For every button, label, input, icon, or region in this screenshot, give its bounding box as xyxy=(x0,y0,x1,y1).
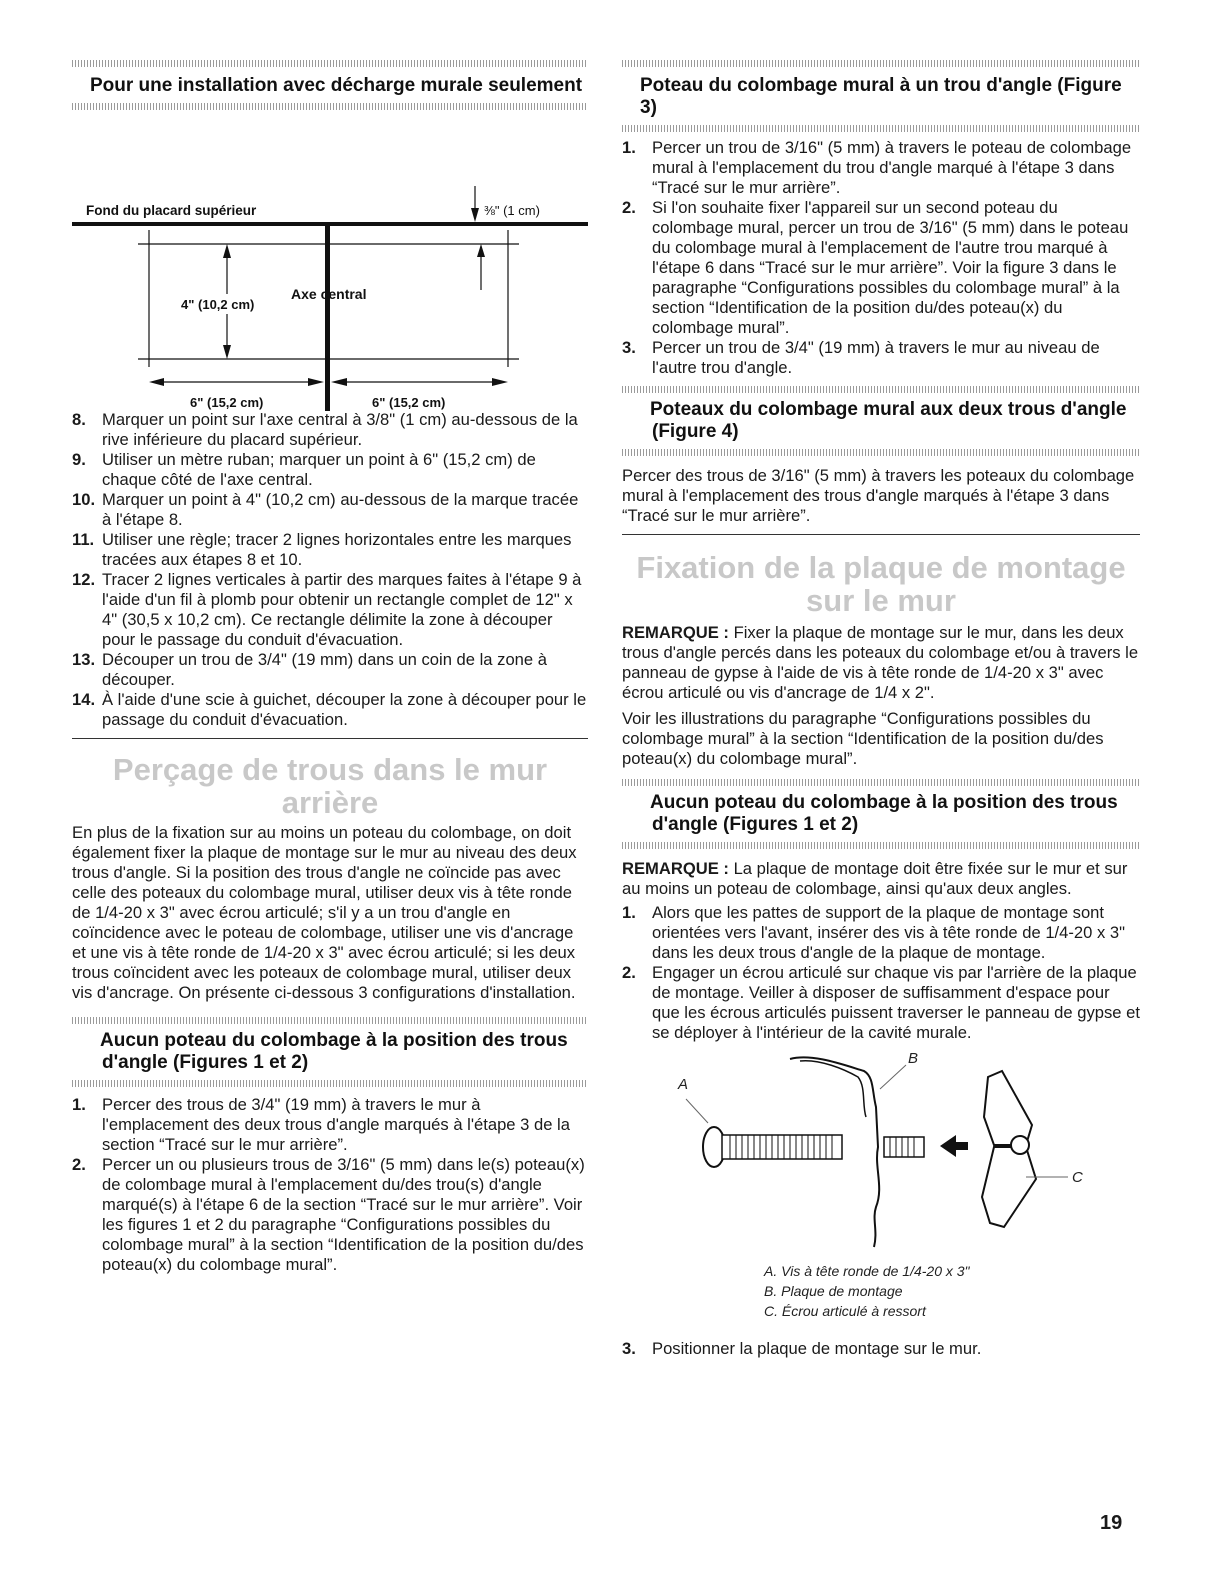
note-fixing: REMARQUE : Fixer la plaque de montage sur le mur, dans les deux trous d'angle percés dans les poteaux du colombage et/ou à travers le panneau de gypse à l'aide de vis à tête ronde de 1/4-20 x 3" avec écrou articulé ou vis d'ancrage de 1/4 x 2". xyxy=(622,623,1139,702)
label-b: B xyxy=(908,1050,919,1067)
section-heading-no-stud: Aucun poteau du colombage à la position des trous d'angle (Figures 1 et 2) xyxy=(100,1030,568,1073)
label-offset: ⅜" (1 cm) xyxy=(484,203,540,218)
leader-a xyxy=(686,1099,708,1123)
list-item: 2. Engager un écrou articulé sur chaque vis par l'arrière de la plaque de montage. Veiller à disposer de suffisamment d'espace pour que les écrous articulés puissent traverser le panneau de gypse et se déployer à l'intérieur de la cavité murale. xyxy=(622,963,1140,1042)
list-item: 1. Percer un trou de 3/16" (5 mm) à travers le poteau de colombage mural à l'emplacement du trou d'angle marqué à l'étape 3 dans “Tracé sur le mur arrière”. xyxy=(622,138,1132,197)
hatch-divider xyxy=(622,449,1140,456)
toggle-nut-pivot xyxy=(1011,1136,1029,1154)
section-heading-wall-discharge: Pour une installation avec décharge murale seulement xyxy=(90,75,583,96)
height-arrow-up xyxy=(223,244,231,258)
steps-list-one-hole xyxy=(622,138,1140,378)
two-holes-paragraph: Percer des trous de 3/16" (5 mm) à travers les poteaux du colombage mural à l'emplacement des trous d'angle marqués à l'étape 3 dans “Tracé sur le mur arrière”. xyxy=(622,466,1135,525)
hatch-divider xyxy=(622,779,1140,786)
page-number: 19 xyxy=(1100,1512,1123,1534)
width-right-arrow-head-left xyxy=(331,378,347,386)
hatch-divider xyxy=(72,60,588,67)
hatch-divider xyxy=(72,103,588,110)
hatch-divider xyxy=(622,125,1140,132)
width-left-arrow-head-right xyxy=(308,378,324,386)
section-title-fixing: Fixation de la plaque de montage sur le mur xyxy=(636,550,1126,618)
caption-c: C. Écrou articulé à ressort xyxy=(764,1303,926,1319)
offset-arrow-head xyxy=(471,208,479,222)
list-item: 3. Positionner la plaque de montage sur le mur. xyxy=(622,1339,982,1358)
label-c: C xyxy=(1072,1169,1083,1186)
list-item: 9. Utiliser un mètre ruban; marquer un point à 6" (15,2 cm) de chaque côté de l'axe central. xyxy=(72,450,536,489)
cutout-diagram xyxy=(72,112,588,410)
right-arrow-up xyxy=(477,244,485,257)
label-width-right: 6" (15,2 cm) xyxy=(372,395,446,410)
hatch-divider xyxy=(72,1080,588,1087)
section-heading-two-holes: Poteaux du colombage mural aux deux trous d'angle (Figure 4) xyxy=(650,399,1127,442)
drilling-paragraph: En plus de la fixation sur au moins un poteau du colombage, on doit également fixer la plaque de montage sur le mur au niveau des deux trous d'angle. Si la position des trous d'angle ne coïncide pas avec celle des poteaux du colombage mural, utiliser deux vis à tête ronde de 1/4-20 x 3" avec écrou articulé; s'il y a un trou d'angle en coïncidence avec le poteau de colombage, utiliser une vis d'ancrage et une vis à tête ronde de 1/4-20 x 3" avec écrou articulé; si les deux trous coïncident avec les poteaux de colombage mural, utiliser deux vis d'ancrage. On présente ci-dessous 3 configurations d'installation. xyxy=(72,823,577,1002)
caption-b: B. Plaque de montage xyxy=(764,1283,903,1299)
list-item: 10. Marquer un point à 4" (10,2 cm) au-dessous de la marque tracée à l'étape 8. xyxy=(72,490,579,529)
section-rule xyxy=(72,738,588,739)
list-item: 1. Percer des trous de 3/4" (19 mm) à travers le mur à l'emplacement des deux trous d'angle marqués à l'étape 3 de la section “Tracé sur le mur arrière”. xyxy=(72,1095,570,1154)
note-mounting: REMARQUE : La plaque de montage doit être fixée sur le mur et sur au moins un poteau de colombage, ainsi qu'aux deux angles. xyxy=(622,859,1128,898)
list-item: 12. Tracer 2 lignes verticales à partir des marques faites à l'étape 9 à l'aide d'un fil à plomb pour obtenir un rectangle complet de 12" x 4" (30,5 x 10,2 cm). Ce rectangle délimite la zone à découper pour le passage du conduit d'évacuation. xyxy=(72,570,582,649)
leader-b xyxy=(880,1065,906,1089)
list-item: 1. Alors que les pattes de support de la plaque de montage sont orientées vers l'avant, insérer des vis à tête ronde de 1/4-20 x 3" dans les deux trous d'angle de la plaque de montage. xyxy=(622,903,1126,962)
steps-list-mounting xyxy=(622,903,1140,1043)
section-heading-no-stud-right: Aucun poteau du colombage à la position des trous d'angle (Figures 1 et 2) xyxy=(650,792,1118,835)
insert-direction-arrow xyxy=(940,1135,968,1157)
hatch-divider xyxy=(622,842,1140,849)
toggle-bolt-illustration xyxy=(622,1047,1140,1265)
label-height: 4" (10,2 cm) xyxy=(181,297,255,312)
steps-list-no-stud xyxy=(72,1095,588,1275)
hatch-divider xyxy=(72,1017,588,1024)
right-column xyxy=(622,60,1140,1359)
label-cupboard-bottom: Fond du placard supérieur xyxy=(86,203,257,218)
list-item: 2. Percer un ou plusieurs trous de 3/16" (5 mm) dans le(s) poteau(x) de colombage mural à l'emplacement du/des trou(s) d'angle marqué(s) à l'étape 6 de la section “Tracé sur le mur arrière”. Voir les figures 1 et 2 du paragraphe “Configurations possibles du colombage mural” à la section “Identification de la position du/des poteau(x) du colombage mural”. xyxy=(72,1155,585,1274)
screw-shank xyxy=(722,1135,842,1159)
list-item: 11. Utiliser une règle; tracer 2 lignes horizontales entre les marques tracées aux étapes 8 et 10. xyxy=(72,530,572,569)
see-illustrations: Voir les illustrations du paragraphe “Configurations possibles du colombage mural” à la section “Identification de la position du/des poteau(x) du colombage mural”. xyxy=(622,709,1104,768)
label-central-axis: Axe central xyxy=(291,286,367,302)
section-rule xyxy=(622,534,1140,535)
toggle-nut-lower-wing xyxy=(982,1147,1036,1227)
list-item: 13. Découper un trou de 3/4" (19 mm) dans un coin de la zone à découper. xyxy=(72,650,547,689)
label-width-left: 6" (15,2 cm) xyxy=(190,395,264,410)
hatch-divider xyxy=(622,60,1140,67)
steps-list-8-14 xyxy=(72,410,588,730)
label-a: A xyxy=(678,1076,689,1093)
left-column xyxy=(72,60,588,1275)
list-item: 14. À l'aide d'une scie à guichet, découper la zone à découper pour le passage du conduit d'évacuation. xyxy=(72,690,587,729)
toggle-nut-upper-wing xyxy=(984,1071,1032,1145)
hatch-divider xyxy=(622,386,1140,393)
steps-list-step3 xyxy=(622,1339,1140,1359)
list-item: 3. Percer un trou de 3/4" (19 mm) à travers le mur au niveau de l'autre trou d'angle. xyxy=(622,338,1100,377)
width-left-arrow-head-left xyxy=(149,378,164,386)
section-title-drilling: Perçage de trous dans le mur arrière xyxy=(112,752,548,820)
list-item: 8. Marquer un point sur l'axe central à 3/8" (1 cm) au-dessous de la rive inférieure du placard supérieur. xyxy=(72,410,578,449)
caption-a: A. Vis à tête ronde de 1/4-20 x 3" xyxy=(764,1263,970,1279)
figure-caption xyxy=(764,1261,1140,1321)
width-right-arrow-head-right xyxy=(492,378,508,386)
central-axis-line xyxy=(325,224,330,411)
list-item: 2. Si l'on souhaite fixer l'appareil sur un second poteau du colombage mural, percer un trou de 3/16" (5 mm) dans le poteau du colombage mural à l'emplacement de l'autre trou marqué à l'étape 6 dans “Tracé sur le mur arrière”. Voir la figure 3 dans le paragraphe “Configurations possibles du colombage mural” à la section “Identification de la position du/des poteau(x) du colombage mural”. xyxy=(622,198,1129,337)
section-heading-one-hole: Poteau du colombage mural à un trou d'angle (Figure 3) xyxy=(640,75,1122,118)
height-arrow-down xyxy=(223,345,231,359)
